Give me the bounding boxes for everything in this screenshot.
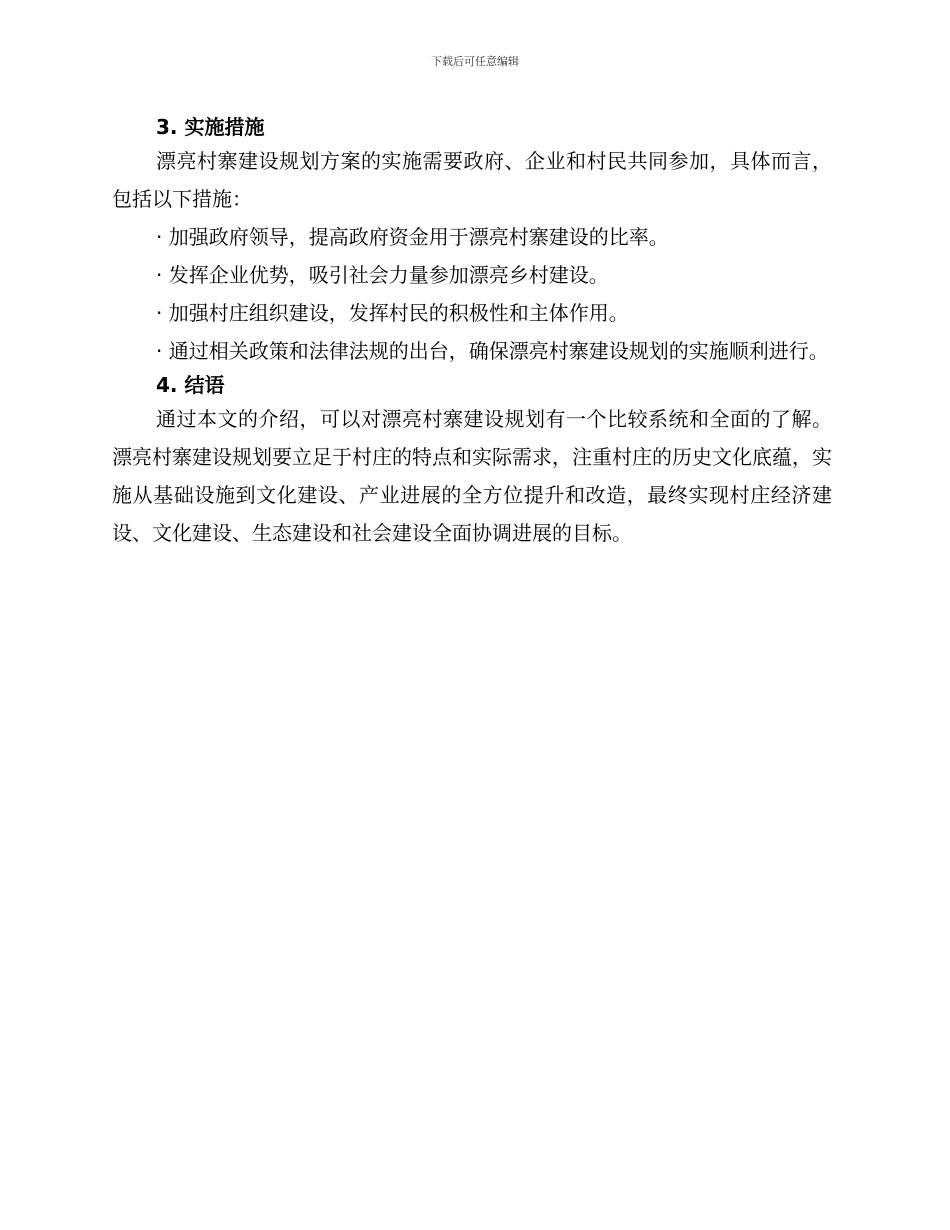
bullet-policy-regulation: · 通过相关政策和法律法规的出台，确保漂亮村寨建设规划的实施顺利进行。	[156, 339, 829, 363]
paragraph-conclusion: 通过本文的介绍，可以对漂亮村寨建设规划有一个比较系统和全面的了解。漂亮村寨建设规划要立足于村庄的特点和实际需求，注重村庄的历史文化底蕴，实施从基础设施到文化建设、产业进展的全方位提升和改造，最终实现村庄经济建设、文化建设、生态建设和社会建设全面协调进展的目标。	[112, 407, 832, 545]
paragraph-implementation-intro: 漂亮村寨建设规划方案的实施需要政府、企业和村民共同参加，具体而言，包括以下措施：	[112, 149, 832, 211]
section-heading-implementation: 3. 实施措施	[156, 115, 265, 139]
page-header-note: 下载后可任意编辑	[431, 55, 519, 68]
bullet-village-organization: · 加强村庄组织建设，发挥村民的积极性和主体作用。	[156, 301, 629, 325]
section-heading-conclusion: 4. 结语	[156, 373, 225, 397]
bullet-enterprise-advantage: · 发挥企业优势，吸引社会力量参加漂亮乡村建设。	[156, 263, 609, 287]
bullet-government-leadership: · 加强政府领导，提高政府资金用于漂亮村寨建设的比率。	[156, 225, 669, 249]
document-body	[112, 112, 832, 552]
